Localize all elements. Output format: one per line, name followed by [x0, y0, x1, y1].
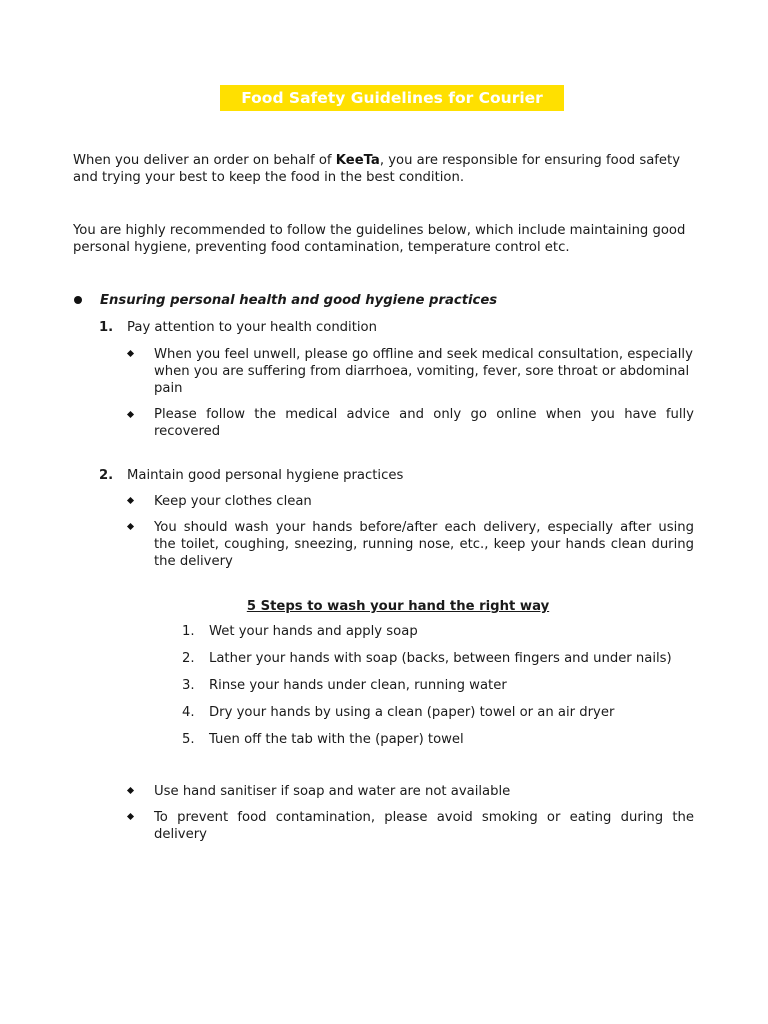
diamond-bullet-icon — [127, 787, 134, 794]
bullet-text — [154, 519, 694, 570]
bullet-line: delivery — [154, 827, 207, 842]
bullet-line: when you are suffering from diarrhoea, vomiting, fever, sore throat or abdominal — [154, 364, 690, 379]
recommend-line-2: personal hygiene, preventing food contamination, temperature control etc. — [73, 240, 570, 255]
step-number: 3. — [182, 678, 195, 693]
step-number: 5. — [182, 732, 195, 747]
intro-line-1 — [73, 152, 695, 169]
step-text: Rinse your hands under clean, running water — [209, 678, 507, 693]
bullet-text: Keep your clothes clean — [154, 494, 312, 509]
bullet-text: Use hand sanitiser if soap and water are not available — [154, 784, 511, 799]
bullet-line: the delivery — [154, 554, 233, 569]
intro-text-after: , you are responsible for ensuring food safety — [379, 153, 681, 168]
bullet-line: pain — [154, 381, 183, 396]
bullet-line: When you feel unwell, please go offline and seek medical consultation, especially — [154, 347, 693, 362]
step-number: 1. — [182, 624, 195, 639]
diamond-bullet-icon — [127, 813, 134, 820]
step-number: 4. — [182, 705, 195, 720]
item-label: Pay attention to your health condition — [127, 320, 377, 335]
diamond-bullet-icon — [127, 350, 134, 357]
step-text: Lather your hands with soap (backs, between fingers and under nails) — [209, 651, 672, 666]
bullet-line: recovered — [154, 424, 221, 439]
steps-title: 5 Steps to wash your hand the right way — [246, 599, 550, 614]
bullet-line: To prevent food contamination, please avoid smoking or eating during the — [154, 810, 694, 825]
step-text: Dry your hands by using a clean (paper) towel or an air dryer — [209, 705, 615, 720]
item-label: Maintain good personal hygiene practices — [127, 468, 404, 483]
step-number: 2. — [182, 651, 195, 666]
bullet-text — [154, 346, 694, 397]
bullet-line: Please follow the medical advice and only go online when you have fully — [154, 407, 694, 422]
section-bullet-icon — [74, 296, 82, 304]
item-number: 1. — [99, 320, 114, 335]
bullet-line: You should wash your hands before/after each delivery, especially after using — [154, 520, 694, 535]
bullet-text — [154, 406, 694, 440]
section-heading: Ensuring personal health and good hygiene practices — [100, 293, 498, 308]
intro-line-2: and trying your best to keep the food in the best condition. — [73, 170, 465, 185]
diamond-bullet-icon — [127, 497, 134, 504]
recommend-line-1: You are highly recommended to follow the guidelines below, which include maintaining good — [73, 223, 686, 238]
step-text: Wet your hands and apply soap — [209, 624, 418, 639]
step-text: Tuen off the tab with the (paper) towel — [209, 732, 464, 747]
bullet-line: the toilet, coughing, sneezing, running nose, etc., keep your hands clean during — [154, 537, 694, 552]
diamond-bullet-icon — [127, 411, 134, 418]
bullet-text — [154, 809, 694, 843]
page-title: Food Safety Guidelines for Courier — [220, 85, 564, 111]
brand-name: KeeTa — [335, 153, 380, 168]
diamond-bullet-icon — [127, 523, 134, 530]
item-number: 2. — [99, 468, 114, 483]
intro-text-before: When you deliver an order on behalf of — [73, 153, 336, 168]
